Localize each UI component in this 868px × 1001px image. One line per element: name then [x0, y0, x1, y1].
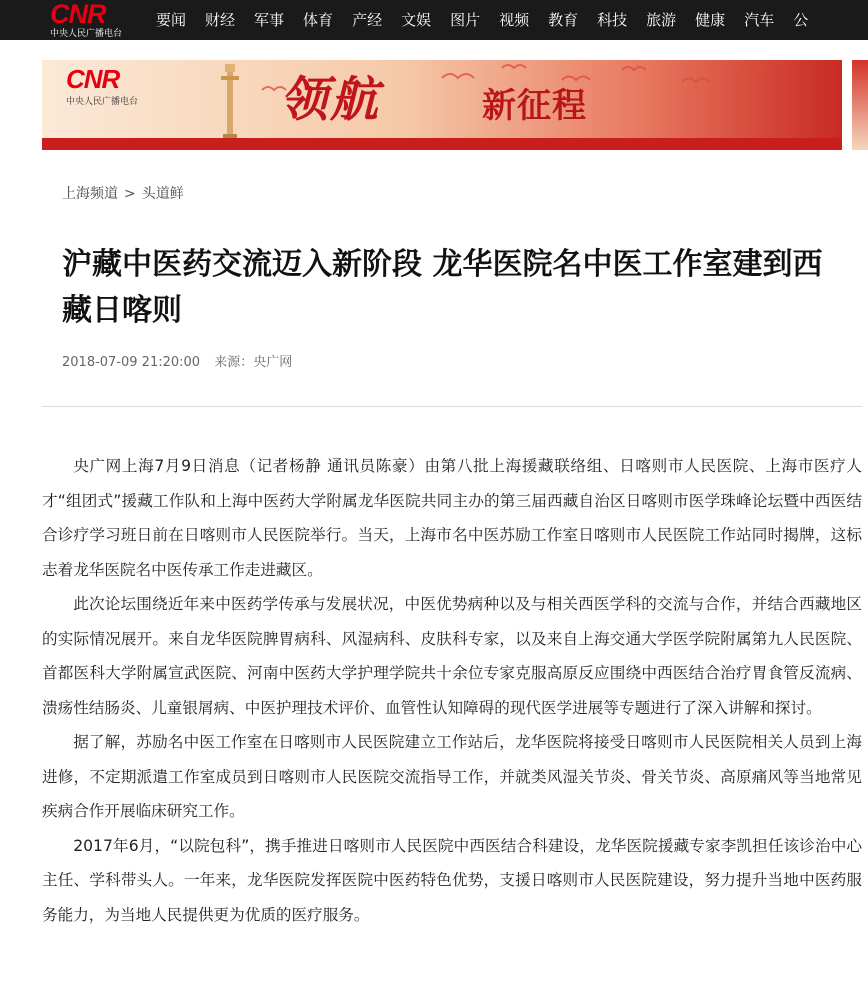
divider	[42, 406, 862, 407]
source-label: 来源：	[214, 355, 254, 370]
banner-red-strip	[42, 138, 842, 150]
nav-item-chanjing[interactable]: 产经	[352, 11, 383, 29]
nav-menu	[156, 0, 827, 40]
nav-item-lvyou[interactable]: 旅游	[646, 11, 677, 29]
banner-side-panel	[852, 60, 868, 150]
article-paragraph: 据了解，苏励名中医工作室在日喀则市人民医院建立工作站后，龙华医院将接受日喀则市人民医院相关人员到上海进修，不定期派遣工作室成员到日喀则市人民医院交流指导工作，并就类风湿关节炎、骨关节炎、高原痛风等当地常见疾病合作开展临床研究工作。	[42, 733, 862, 820]
logo-text: CNR	[50, 0, 106, 29]
nav-item-tupian[interactable]: 图片	[450, 11, 481, 29]
nav-item-qiche[interactable]: 汽车	[744, 11, 775, 29]
banner-logo-text: CNR	[66, 64, 120, 94]
nav-item-yaowen[interactable]: 要闻	[156, 11, 187, 29]
banner-logo-subtext: 中央人民广播电台	[66, 97, 139, 107]
breadcrumb-separator: >	[124, 186, 136, 202]
logo-subtext: 中央人民广播电台	[50, 29, 123, 39]
nav-item-shipin[interactable]: 视频	[499, 11, 530, 29]
article-paragraph: 此次论坛围绕近年来中医药学传承与发展状况，中医优势病种以及与相关西医学科的交流与合作，并结合西藏地区的实际情况展开。来自龙华医院脾胃病科、风湿病科、皮肤科专家，以及来自上海交通大学医学院附属第九人民医院、首都医科大学附属宣武医院、河南中医药大学护理学院共十余位专家克服高原反应围绕中西医结合治疗胃食管反流病、溃疡性结肠炎、儿童银屑病、中医护理技术评价、血管性认知障碍的现代医学进展等专题进行了深入讲解和探讨。	[42, 595, 862, 717]
huabiao-pillar-icon	[220, 62, 240, 140]
article-body	[42, 449, 862, 932]
nav-item-junshi[interactable]: 军事	[254, 11, 285, 29]
article-paragraph: 央广网上海7月9日消息（记者杨静 通讯员陈豪）由第八批上海援藏联络组、日喀则市人民医院、上海市医疗人才“组团式”援藏工作队和上海中医药大学附属龙华医院共同主办的第三届西藏自治区日喀则市医学珠峰论坛暨中西医结合诊疗学习班日前在日喀则市人民医院举行。当天，上海市名中医苏励工作室日喀则市人民医院工作站同时揭牌，这标志着龙华医院名中医传承工作走进藏区。	[42, 457, 862, 579]
nav-item-jiankang[interactable]: 健康	[695, 11, 726, 29]
top-navigation-bar	[0, 0, 868, 40]
article-paragraph: 2017年6月，“以院包科”，携手推进日喀则市人民医院中西医结合科建设，龙华医院援藏专家李凯担任该诊治中心主任、学科带头人。一年来，龙华医院发挥医院中医药特色优势，支援日喀则市人民医院建设，努力提升当地中医药服务能力，为当地人民提供更为优质的医疗服务。	[42, 836, 862, 924]
nav-item-caijing[interactable]: 财经	[205, 11, 236, 29]
breadcrumb	[62, 183, 184, 203]
nav-item-wenyu[interactable]: 文娱	[401, 11, 432, 29]
banner-cnr-logo	[66, 64, 138, 107]
breadcrumb-channel-link[interactable]: 上海频道	[62, 186, 118, 202]
nav-item-gong[interactable]: 公	[793, 11, 809, 29]
article-datetime: 2018-07-09 21:20:00	[62, 355, 201, 370]
nav-item-tiyu[interactable]: 体育	[303, 11, 334, 29]
article-meta	[62, 351, 292, 370]
banner-subtitle: 新征程	[482, 86, 587, 126]
banner-ad[interactable]	[42, 60, 842, 150]
nav-item-keji[interactable]: 科技	[597, 11, 628, 29]
article-title: 沪藏中医药交流迈入新阶段 龙华医院名中医工作室建到西藏日喀则	[62, 247, 823, 328]
cnr-logo[interactable]	[50, 2, 132, 38]
nav-item-jiaoyu[interactable]: 教育	[548, 11, 579, 29]
doves-decoration	[42, 60, 842, 150]
banner-title: 领航	[280, 72, 381, 128]
article-source: 央广网	[253, 355, 293, 370]
breadcrumb-section-link[interactable]: 头道鲜	[141, 186, 184, 202]
